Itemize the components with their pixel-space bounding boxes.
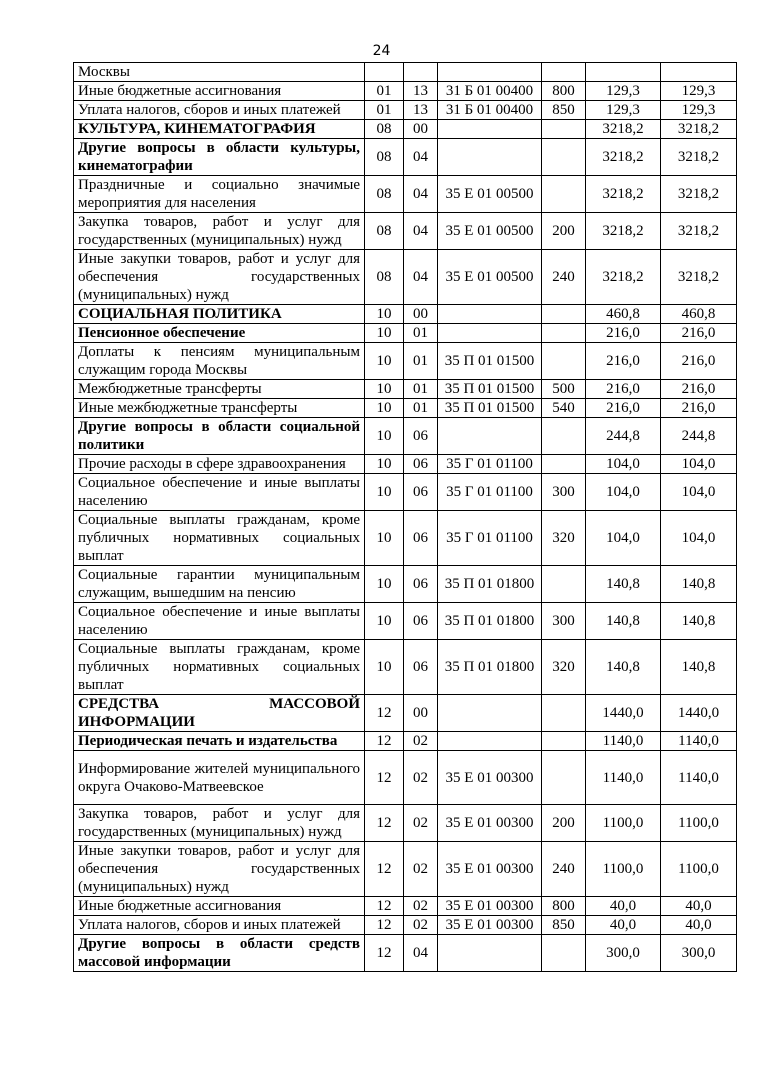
cell-name: Социальное обеспечение и иные выплаты населению xyxy=(74,474,365,511)
cell-amount-1: 104,0 xyxy=(586,455,661,474)
cell-subsection: 06 xyxy=(404,474,438,511)
cell-expense-type xyxy=(542,695,586,732)
cell-target-article: 35 П 01 01500 xyxy=(438,343,542,380)
table-row xyxy=(74,511,737,566)
table-row xyxy=(74,732,737,751)
cell-subsection: 13 xyxy=(404,82,438,101)
cell-expense-type xyxy=(542,176,586,213)
cell-amount-2: 1100,0 xyxy=(661,805,737,842)
cell-section: 10 xyxy=(365,399,404,418)
cell-expense-type: 800 xyxy=(542,82,586,101)
cell-target-article xyxy=(438,695,542,732)
cell-name: Уплата налогов, сборов и иных платежей xyxy=(74,916,365,935)
table-row xyxy=(74,455,737,474)
table-row xyxy=(74,640,737,695)
cell-amount-2: 40,0 xyxy=(661,897,737,916)
cell-amount-1: 216,0 xyxy=(586,324,661,343)
cell-name: Периодическая печать и издательства xyxy=(74,732,365,751)
cell-amount-1: 3218,2 xyxy=(586,176,661,213)
cell-section: 12 xyxy=(365,805,404,842)
cell-section: 10 xyxy=(365,511,404,566)
table-row xyxy=(74,897,737,916)
cell-target-article: 35 Г 01 01100 xyxy=(438,474,542,511)
cell-name: Социальные гарантии муниципальным служащим, вышедшим на пенсию xyxy=(74,566,365,603)
cell-name: Праздничные и социально значимые мероприятия для населения xyxy=(74,176,365,213)
cell-target-article: 35 Е 01 00300 xyxy=(438,805,542,842)
cell-section: 12 xyxy=(365,695,404,732)
cell-subsection: 02 xyxy=(404,842,438,897)
cell-amount-2: 1440,0 xyxy=(661,695,737,732)
cell-expense-type: 500 xyxy=(542,380,586,399)
cell-target-article: 35 П 01 01800 xyxy=(438,566,542,603)
cell-subsection: 06 xyxy=(404,418,438,455)
cell-section: 10 xyxy=(365,640,404,695)
cell-name: Доплаты к пенсиям муниципальным служащим города Москвы xyxy=(74,343,365,380)
cell-target-article: 35 Е 01 00500 xyxy=(438,213,542,250)
cell-expense-type xyxy=(542,418,586,455)
cell-amount-2: 129,3 xyxy=(661,101,737,120)
table-row xyxy=(74,695,737,732)
cell-name: Иные бюджетные ассигнования xyxy=(74,897,365,916)
table-row xyxy=(74,139,737,176)
cell-target-article xyxy=(438,935,542,972)
table-row xyxy=(74,324,737,343)
cell-amount-1: 300,0 xyxy=(586,935,661,972)
cell-subsection xyxy=(404,63,438,82)
cell-name: Иные бюджетные ассигнования xyxy=(74,82,365,101)
cell-amount-1: 216,0 xyxy=(586,380,661,399)
table-row xyxy=(74,916,737,935)
cell-target-article: 31 Б 01 00400 xyxy=(438,82,542,101)
table-row xyxy=(74,63,737,82)
cell-amount-1: 140,8 xyxy=(586,640,661,695)
cell-subsection: 01 xyxy=(404,343,438,380)
cell-section: 08 xyxy=(365,139,404,176)
cell-target-article: 31 Б 01 00400 xyxy=(438,101,542,120)
cell-name: Прочие расходы в сфере здравоохранения xyxy=(74,455,365,474)
cell-subsection: 06 xyxy=(404,640,438,695)
cell-target-article: 35 Г 01 01100 xyxy=(438,511,542,566)
table-row xyxy=(74,751,737,805)
cell-section: 10 xyxy=(365,566,404,603)
cell-subsection: 06 xyxy=(404,603,438,640)
cell-expense-type xyxy=(542,139,586,176)
table-row xyxy=(74,842,737,897)
cell-target-article: 35 П 01 01800 xyxy=(438,640,542,695)
cell-subsection: 06 xyxy=(404,455,438,474)
table-row xyxy=(74,935,737,972)
cell-subsection: 02 xyxy=(404,751,438,805)
cell-amount-1: 1440,0 xyxy=(586,695,661,732)
cell-subsection: 04 xyxy=(404,250,438,305)
cell-amount-1: 140,8 xyxy=(586,566,661,603)
cell-subsection: 01 xyxy=(404,399,438,418)
cell-name: Москвы xyxy=(74,63,365,82)
cell-amount-2: 216,0 xyxy=(661,399,737,418)
cell-amount-1: 104,0 xyxy=(586,511,661,566)
cell-name: Социальные выплаты гражданам, кроме публичных нормативных социальных выплат xyxy=(74,640,365,695)
table-row xyxy=(74,213,737,250)
cell-amount-2 xyxy=(661,63,737,82)
cell-name: Закупка товаров, работ и услуг для государственных (муниципальных) нужд xyxy=(74,805,365,842)
cell-subsection: 01 xyxy=(404,380,438,399)
cell-expense-type: 240 xyxy=(542,842,586,897)
cell-amount-2: 129,3 xyxy=(661,82,737,101)
cell-subsection: 04 xyxy=(404,935,438,972)
cell-amount-1: 1100,0 xyxy=(586,805,661,842)
cell-section: 10 xyxy=(365,418,404,455)
cell-amount-2: 104,0 xyxy=(661,455,737,474)
cell-expense-type xyxy=(542,935,586,972)
cell-amount-1: 140,8 xyxy=(586,603,661,640)
cell-name: Иные межбюджетные трансферты xyxy=(74,399,365,418)
cell-subsection: 06 xyxy=(404,511,438,566)
cell-subsection: 04 xyxy=(404,139,438,176)
table-row xyxy=(74,399,737,418)
cell-section: 10 xyxy=(365,380,404,399)
cell-target-article: 35 Е 01 00300 xyxy=(438,916,542,935)
cell-expense-type: 850 xyxy=(542,916,586,935)
cell-amount-2: 216,0 xyxy=(661,380,737,399)
cell-amount-2: 244,8 xyxy=(661,418,737,455)
cell-target-article xyxy=(438,139,542,176)
cell-subsection: 13 xyxy=(404,101,438,120)
cell-amount-1: 460,8 xyxy=(586,305,661,324)
table-body xyxy=(74,63,737,972)
table-row xyxy=(74,343,737,380)
cell-expense-type xyxy=(542,343,586,380)
budget-table xyxy=(73,62,737,972)
cell-target-article: 35 Е 01 00500 xyxy=(438,176,542,213)
cell-target-article xyxy=(438,418,542,455)
cell-amount-2: 460,8 xyxy=(661,305,737,324)
table-row xyxy=(74,566,737,603)
cell-amount-1 xyxy=(586,63,661,82)
cell-name: Пенсионное обеспечение xyxy=(74,324,365,343)
cell-expense-type: 300 xyxy=(542,474,586,511)
cell-amount-1: 1140,0 xyxy=(586,732,661,751)
cell-subsection: 02 xyxy=(404,805,438,842)
cell-subsection: 00 xyxy=(404,120,438,139)
cell-expense-type xyxy=(542,324,586,343)
table-row xyxy=(74,418,737,455)
table-row xyxy=(74,120,737,139)
cell-section: 12 xyxy=(365,842,404,897)
cell-expense-type: 850 xyxy=(542,101,586,120)
table-row xyxy=(74,805,737,842)
cell-amount-1: 1140,0 xyxy=(586,751,661,805)
cell-amount-1: 40,0 xyxy=(586,916,661,935)
cell-amount-2: 3218,2 xyxy=(661,176,737,213)
cell-section: 08 xyxy=(365,213,404,250)
cell-name: КУЛЬТУРА, КИНЕМАТОГРАФИЯ xyxy=(74,120,365,139)
cell-target-article: 35 Е 01 00500 xyxy=(438,250,542,305)
cell-amount-2: 3218,2 xyxy=(661,139,737,176)
cell-section: 12 xyxy=(365,751,404,805)
cell-amount-2: 140,8 xyxy=(661,603,737,640)
cell-name: Иные закупки товаров, работ и услуг для обеспечения государственных (муниципальных) нужд xyxy=(74,842,365,897)
cell-name: Уплата налогов, сборов и иных платежей xyxy=(74,101,365,120)
cell-target-article xyxy=(438,732,542,751)
cell-section: 01 xyxy=(365,82,404,101)
cell-amount-1: 1100,0 xyxy=(586,842,661,897)
cell-name: Социальные выплаты гражданам, кроме публичных нормативных социальных выплат xyxy=(74,511,365,566)
cell-section: 08 xyxy=(365,176,404,213)
cell-section: 12 xyxy=(365,897,404,916)
cell-subsection: 06 xyxy=(404,566,438,603)
cell-amount-2: 40,0 xyxy=(661,916,737,935)
cell-subsection: 04 xyxy=(404,176,438,213)
cell-amount-1: 129,3 xyxy=(586,82,661,101)
table-row xyxy=(74,380,737,399)
cell-target-article xyxy=(438,305,542,324)
table-row xyxy=(74,305,737,324)
cell-target-article: 35 П 01 01500 xyxy=(438,399,542,418)
cell-section: 12 xyxy=(365,916,404,935)
cell-section: 10 xyxy=(365,324,404,343)
cell-target-article xyxy=(438,120,542,139)
cell-amount-2: 216,0 xyxy=(661,343,737,380)
cell-amount-1: 244,8 xyxy=(586,418,661,455)
cell-subsection: 01 xyxy=(404,324,438,343)
table-row xyxy=(74,176,737,213)
cell-section: 10 xyxy=(365,603,404,640)
cell-amount-1: 104,0 xyxy=(586,474,661,511)
cell-amount-1: 3218,2 xyxy=(586,139,661,176)
cell-expense-type xyxy=(542,63,586,82)
cell-target-article: 35 П 01 01500 xyxy=(438,380,542,399)
cell-section: 12 xyxy=(365,935,404,972)
cell-amount-2: 216,0 xyxy=(661,324,737,343)
cell-amount-1: 3218,2 xyxy=(586,213,661,250)
cell-amount-2: 3218,2 xyxy=(661,213,737,250)
cell-name: Закупка товаров, работ и услуг для государственных (муниципальных) нужд xyxy=(74,213,365,250)
cell-expense-type xyxy=(542,305,586,324)
cell-subsection: 02 xyxy=(404,732,438,751)
cell-section: 10 xyxy=(365,305,404,324)
cell-expense-type: 200 xyxy=(542,213,586,250)
cell-target-article: 35 Е 01 00300 xyxy=(438,897,542,916)
cell-target-article xyxy=(438,63,542,82)
cell-amount-1: 40,0 xyxy=(586,897,661,916)
cell-section: 10 xyxy=(365,455,404,474)
cell-name: СРЕДСТВА МАССОВОЙ ИНФОРМАЦИИ xyxy=(74,695,365,732)
table-row xyxy=(74,250,737,305)
cell-name: Социальное обеспечение и иные выплаты населению xyxy=(74,603,365,640)
cell-subsection: 02 xyxy=(404,916,438,935)
cell-amount-2: 1100,0 xyxy=(661,842,737,897)
cell-amount-2: 140,8 xyxy=(661,640,737,695)
table-row xyxy=(74,82,737,101)
cell-amount-1: 216,0 xyxy=(586,343,661,380)
cell-amount-2: 1140,0 xyxy=(661,751,737,805)
cell-subsection: 02 xyxy=(404,897,438,916)
cell-amount-2: 3218,2 xyxy=(661,120,737,139)
cell-target-article: 35 Е 01 00300 xyxy=(438,842,542,897)
cell-expense-type: 320 xyxy=(542,511,586,566)
cell-amount-2: 104,0 xyxy=(661,511,737,566)
table-row xyxy=(74,101,737,120)
cell-section: 10 xyxy=(365,343,404,380)
cell-amount-2: 1140,0 xyxy=(661,732,737,751)
cell-name: СОЦИАЛЬНАЯ ПОЛИТИКА xyxy=(74,305,365,324)
cell-amount-1: 216,0 xyxy=(586,399,661,418)
cell-target-article: 35 Е 01 00300 xyxy=(438,751,542,805)
cell-target-article: 35 Г 01 01100 xyxy=(438,455,542,474)
table-row xyxy=(74,603,737,640)
cell-amount-2: 104,0 xyxy=(661,474,737,511)
table-row xyxy=(74,474,737,511)
cell-amount-2: 300,0 xyxy=(661,935,737,972)
cell-subsection: 00 xyxy=(404,305,438,324)
cell-amount-1: 3218,2 xyxy=(586,250,661,305)
cell-name: Межбюджетные трансферты xyxy=(74,380,365,399)
cell-expense-type: 240 xyxy=(542,250,586,305)
cell-expense-type: 300 xyxy=(542,603,586,640)
cell-name: Информирование жителей муниципального округа Очаково-Матвеевское xyxy=(74,751,365,805)
cell-amount-1: 3218,2 xyxy=(586,120,661,139)
cell-amount-2: 3218,2 xyxy=(661,250,737,305)
cell-subsection: 00 xyxy=(404,695,438,732)
cell-section: 10 xyxy=(365,474,404,511)
page-number: 24 xyxy=(372,43,391,59)
cell-expense-type: 200 xyxy=(542,805,586,842)
cell-target-article: 35 П 01 01800 xyxy=(438,603,542,640)
cell-name: Другие вопросы в области культуры, кинематографии xyxy=(74,139,365,176)
cell-name: Другие вопросы в области средств массовой информации xyxy=(74,935,365,972)
cell-section: 12 xyxy=(365,732,404,751)
cell-expense-type: 320 xyxy=(542,640,586,695)
cell-expense-type: 540 xyxy=(542,399,586,418)
cell-subsection: 04 xyxy=(404,213,438,250)
cell-expense-type xyxy=(542,566,586,603)
cell-target-article xyxy=(438,324,542,343)
cell-expense-type: 800 xyxy=(542,897,586,916)
cell-section: 08 xyxy=(365,120,404,139)
cell-name: Иные закупки товаров, работ и услуг для обеспечения государственных (муниципальных) нужд xyxy=(74,250,365,305)
cell-expense-type xyxy=(542,455,586,474)
cell-amount-1: 129,3 xyxy=(586,101,661,120)
cell-section xyxy=(365,63,404,82)
cell-expense-type xyxy=(542,120,586,139)
cell-amount-2: 140,8 xyxy=(661,566,737,603)
cell-name: Другие вопросы в области социальной политики xyxy=(74,418,365,455)
cell-section: 08 xyxy=(365,250,404,305)
cell-expense-type xyxy=(542,751,586,805)
cell-section: 01 xyxy=(365,101,404,120)
cell-expense-type xyxy=(542,732,586,751)
